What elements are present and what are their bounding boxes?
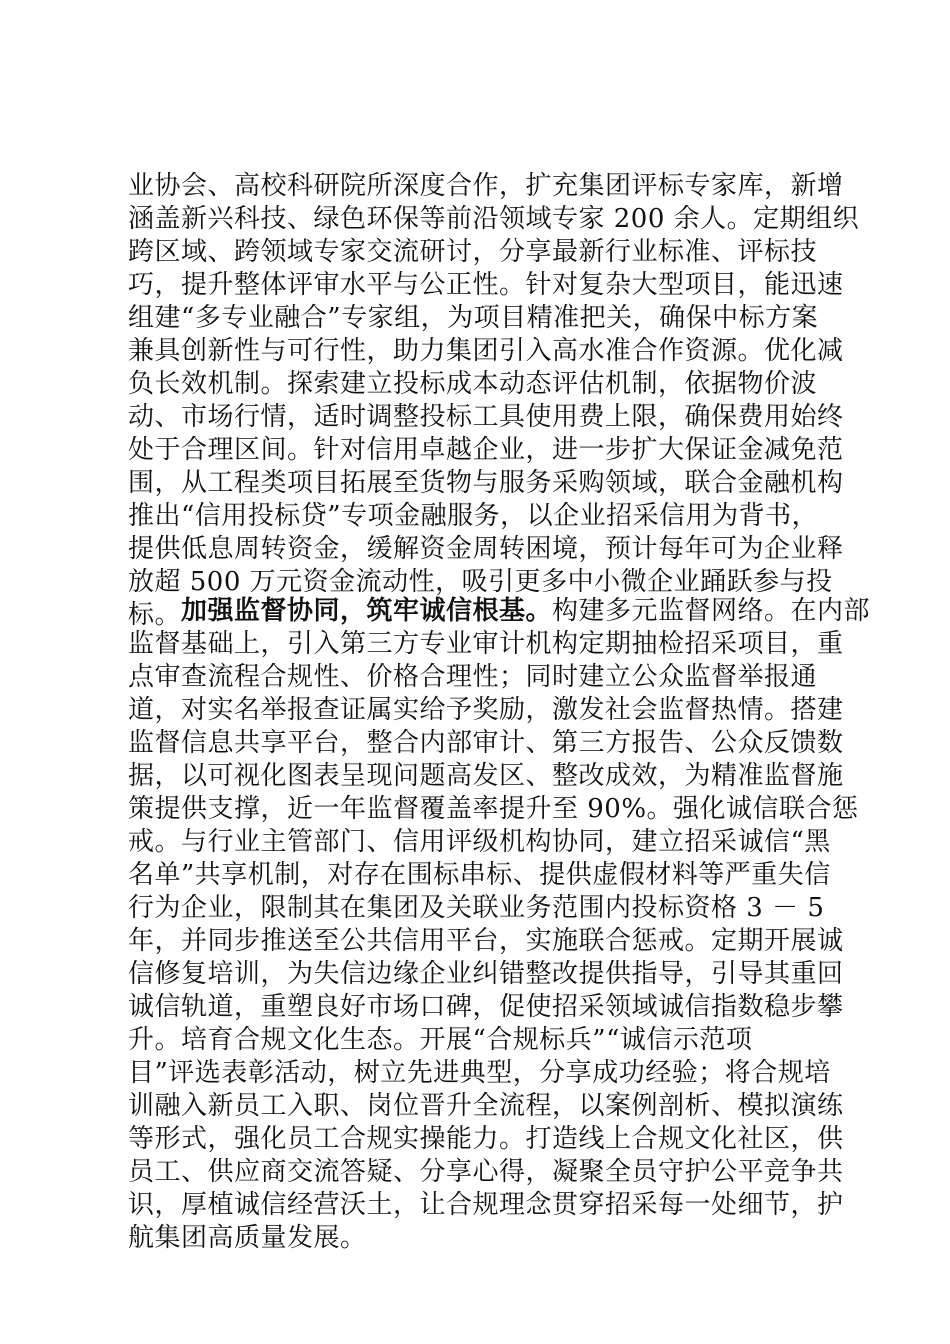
text-line: 负长效机制。探索建立投标成本动态评估机制，依据物价波	[128, 369, 818, 399]
text-line: 员工、供应商交流答疑、分享心得，凝聚全员守护公平竞争共	[128, 1157, 844, 1187]
first-line	[128, 595, 871, 628]
text-line: 据，以可视化图表呈现问题高发区、整改成效，为精准监督施	[128, 761, 844, 791]
text-line: 提供低息周转资金，缓解资金周转困境，预计每年可为企业释	[128, 534, 844, 564]
first-line-text: 构建多元监督网络。在内部	[552, 596, 871, 626]
text-line: 目”评选表彰活动，树立先进典型，分享成功经验；将合规培	[128, 1058, 831, 1088]
text-line: 动、市场行情，适时调整投标工具使用费上限，确保费用始终	[128, 402, 844, 432]
text-line: 行为企业，限制其在集团及关联业务范围内投标资格 3 － 5	[128, 893, 825, 923]
text-line: 监督信息共享平台，整合内部审计、第三方报告、公众反馈数	[128, 728, 844, 758]
text-line: 点审查流程合规性、价格合理性；同时建立公众监督举报通	[128, 662, 818, 692]
text-line: 跨区域、跨领域专家交流研讨，分享最新行业标准、评标技	[128, 237, 818, 267]
text-line: 推出“信用投标贷”专项金融服务，以企业招采信用为背书，	[128, 501, 819, 531]
text-line: 监督基础上，引入第三方专业审计机构定期抽检招采项目，重	[128, 629, 844, 659]
text-line: 航集团高质量发展。	[128, 1223, 367, 1253]
section-heading: 加强监督协同，筑牢诚信根基。	[181, 596, 553, 626]
text-line: 诚信轨道，重塑良好市场口碑，促使招采领域诚信指数稳步攀	[128, 992, 844, 1022]
text-line: 训融入新员工入职、岗位晋升全流程，以案例剖析、模拟演练	[128, 1091, 844, 1121]
text-line: 策提供支撑，近一年监督覆盖率提升至 90%。强化诚信联合惩	[128, 794, 859, 824]
text-line: 业协会、高校科研院所深度合作，扩充集团评标专家库，新增	[128, 171, 844, 201]
text-line: 巧，提升整体评审水平与公正性。针对复杂大型项目，能迅速	[128, 270, 844, 300]
text-line: 围，从工程类项目拓展至货物与服务采购领域，联合金融机构	[128, 468, 844, 498]
text-line: 组建“多专业融合”专家组，为项目精准把关，确保中标方案	[128, 303, 819, 333]
text-line: 道，对实名举报查证属实给予奖励，激发社会监督热情。搭建	[128, 695, 844, 725]
text-line: 涵盖新兴科技、绿色环保等前沿领域专家 200 余人。定期组织	[128, 204, 860, 234]
text-line: 信修复培训，为失信边缘企业纠错整改提供指导，引导其重回	[128, 959, 844, 989]
text-line: 识，厚植诚信经营沃土，让合规理念贯穿招采每一处细节，护	[128, 1190, 844, 1220]
paragraph-1	[128, 170, 860, 632]
text-line: 名单”共享机制，对存在围标串标、提供虚假材料等严重失信	[128, 860, 831, 890]
text-line: 兼具创新性与可行性，助力集团引入高水准合作资源。优化减	[128, 336, 844, 366]
text-line: 放超 500 万元资金流动性，吸引更多中小微企业踊跃参与投	[128, 567, 833, 597]
text-line: 标。	[128, 600, 182, 630]
text-line: 戒。与行业主管部门、信用评级机构协同，建立招采诚信“黑	[128, 827, 831, 857]
paragraph-2	[128, 595, 871, 1255]
text-line: 年，并同步推送至公共信用平台，实施联合惩戒。定期开展诚	[128, 926, 844, 956]
text-line: 处于合理区间。针对信用卓越企业，进一步扩大保证金减免范	[128, 435, 844, 465]
text-line: 等形式，强化员工合规实操能力。打造线上合规文化社区，供	[128, 1124, 844, 1154]
text-line: 升。培育合规文化生态。开展“合规标兵”“诚信示范项	[128, 1025, 753, 1055]
